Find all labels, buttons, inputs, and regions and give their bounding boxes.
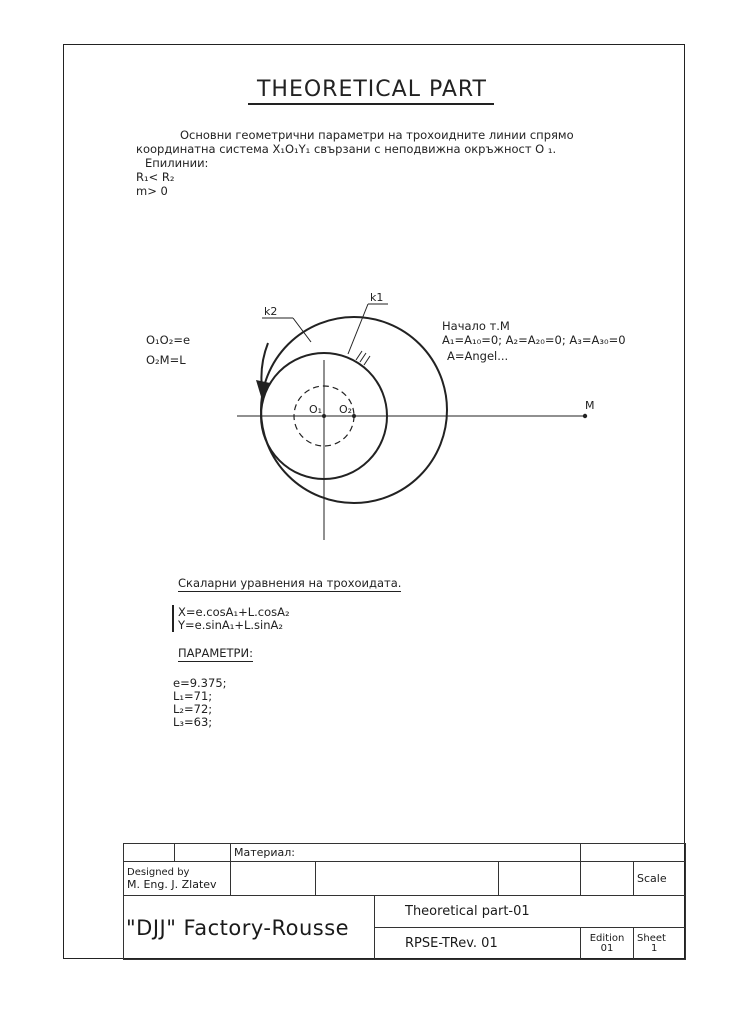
hatch-1 [356,351,362,360]
hatch-2 [360,353,366,362]
edition-cell [581,928,634,960]
label-o1: O₁ [309,403,323,416]
tb-empty-cell [581,844,686,862]
document-code: RPSE-TRev. 01 [375,928,581,960]
intro-line-1: Основни геометрични параметри на трохоидните линии спрямо [180,128,574,142]
angle-note: A=Angel... [447,349,509,363]
equation-x: X=e.cosA₁+L.cosA₂ [178,605,290,619]
sheet-value: 1 [651,942,658,954]
param-l3: L₃=63; [173,715,213,729]
intro-line-2: координатна система X₁O₁Y₁ свързани с неподвижна окръжност O ₁. [136,142,557,156]
equation-brace [172,605,174,632]
distance-e: O₁O₂=e [146,333,191,347]
parameters-heading: ПАРАМЕТРИ: [178,646,253,660]
param-l1: L₁=71; [173,689,213,703]
drawing-name: Theoretical part-01 [375,896,686,928]
designer-cell [124,862,231,896]
point-o2 [352,414,356,418]
rotation-arrowhead [256,380,270,400]
start-conditions: A₁=A₁₀=0; A₂=A₂₀=0; A₃=A₃₀=0 [442,333,626,347]
sheet-label: Sheet [637,932,666,944]
scale-label: Scale [634,862,686,896]
equation-y: Y=e.sinA₁+L.sinA₂ [178,618,283,632]
tb-empty-cell [499,862,581,896]
title-block [123,843,686,960]
tb-empty-cell [175,844,231,862]
material-label: Материал: [231,844,581,862]
condition-m: m> 0 [136,184,168,198]
label-k1: k1 [370,291,384,304]
tb-empty-cell [124,844,175,862]
param-l2: L₂=72; [173,702,213,716]
sheet-cell [634,928,686,960]
designed-by-label: Designed by [127,866,190,878]
factory-name: "DJJ" Factory-Rousse [124,896,375,960]
equations-heading: Скаларни уравнения на трохоидата. [178,576,402,590]
k1-leader [348,304,368,354]
label-k2: k2 [264,305,278,318]
start-title: Начало т.M [442,319,510,333]
condition-radius: R₁< R₂ [136,170,175,184]
point-o1 [322,414,326,418]
tb-empty-cell [316,862,499,896]
param-e: e=9.375; [173,676,227,690]
page-title: THEORETICAL PART [256,77,487,102]
intro-line-3: Епилинии: [145,156,209,170]
point-m [583,414,587,418]
hatch-3 [364,356,370,365]
edition-value: 01 [600,942,614,954]
length-l: O₂M=L [146,353,186,367]
label-m: M [585,399,595,412]
edition-label: Edition [589,932,625,944]
designer-name: M. Eng. J. Zlatev [127,877,217,891]
tb-empty-cell [581,862,634,896]
label-o2: O₂ [339,403,353,416]
tb-empty-cell [231,862,316,896]
